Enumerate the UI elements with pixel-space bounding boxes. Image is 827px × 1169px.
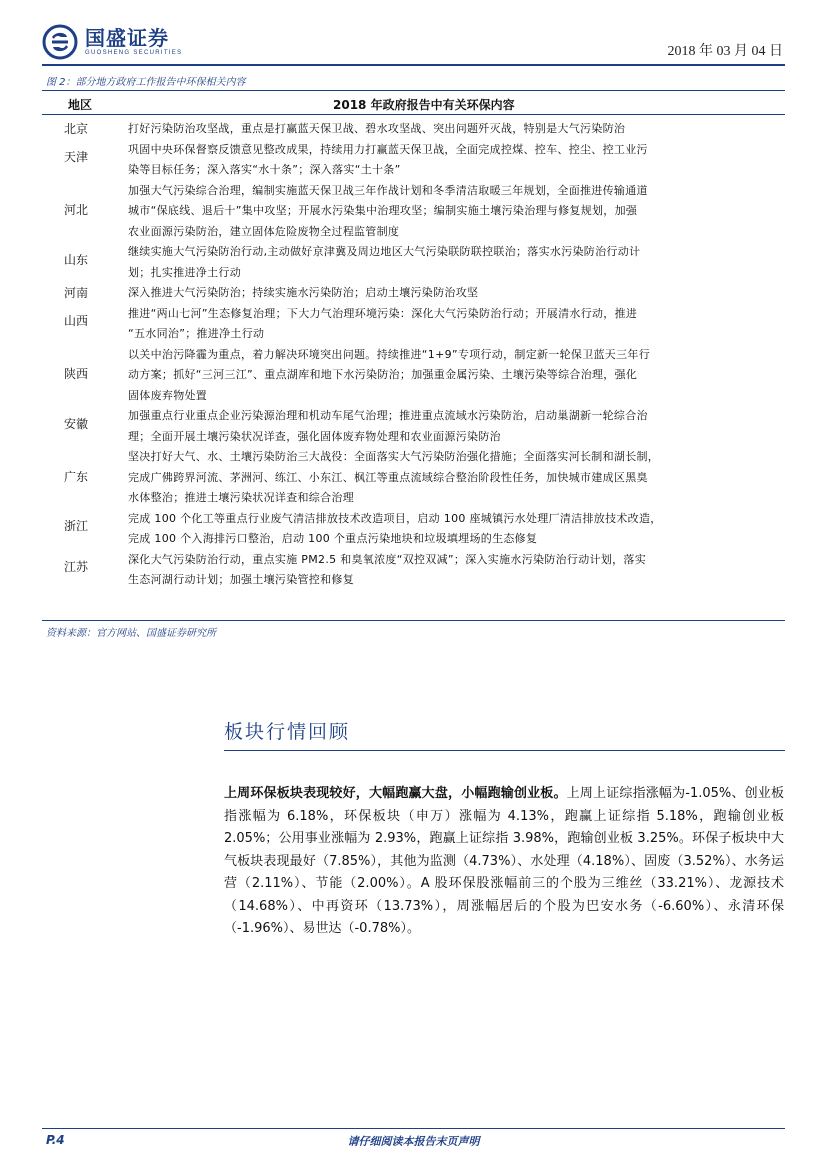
content-line: 加强重点行业重点企业污染源治理和机动车尾气治理；推进重点流域水污染防治，启动巢湖新一轮综合治 xyxy=(128,409,648,422)
row-content xyxy=(128,447,780,509)
row-content xyxy=(128,140,780,181)
table-header-region: 地区 xyxy=(68,98,93,112)
content-line: 生态河湖行动计划；加强土壤污染管控和修复 xyxy=(128,573,354,586)
content-line: 完成 100 个入海排污口整治，启动 100 个重点污染地块和垃圾填埋场的生态修复 xyxy=(128,532,538,545)
table-row xyxy=(42,304,785,345)
row-region: 江苏 xyxy=(64,560,89,574)
row-region: 山东 xyxy=(64,252,89,267)
content-line: 水体整治；推进土壤污染状况详查和综合治理 xyxy=(128,491,354,504)
content-line: 农业面源污染防治，建立固体危险废物全过程监管制度 xyxy=(128,224,400,238)
row-region: 陕西 xyxy=(64,367,89,382)
table-row xyxy=(42,345,785,407)
paragraph-body: 上周上证综指涨幅为-1.05%、创业板指涨幅为 6.18%，环保板块（申万）涨幅为 4.13%，跑赢上证综指 5.18%，跑输创业板 2.05%；公用事业涨幅为 2.93%，跑赢上证综指 3.98%，跑输创业板 3.25%。环保子板块中大气板块表现最好（7.85%），其他为监测（4.73%）、水处理（4.18%）、固废（3.52%）、水务运营（2.11%）、节能（2.00%）。A 股环保股涨幅前三的个股为三维丝（33.21%）、龙源技术（14.68%）、中再资环（13.73%），周涨幅居后的个股为巴安水务（-6.60%）、永清环保（-1.96%）、易世达（-0.78%）。 xyxy=(224,786,784,936)
page-number: P.4 xyxy=(46,1133,65,1147)
content-line: 固体废弃物处置 xyxy=(128,388,208,402)
figure-caption: 图 2：部分地方政府工作报告中环保相关内容 xyxy=(46,77,246,88)
row-content xyxy=(128,181,780,243)
content-line: 继续实施大气污染防治行动,主动做好京津冀及周边地区大气污染联防联控联治；落实水污染防治行动计 xyxy=(128,245,641,258)
logo-chinese-text: 国盛证券 xyxy=(85,26,169,50)
table-row xyxy=(42,509,785,550)
content-line: 以关中治污降霾为重点，着力解决环境突出问题。持续推进“1+9”专项行动，制定新一轮保卫蓝天三年行 xyxy=(128,347,651,361)
row-region: 天津 xyxy=(64,150,89,164)
figure-source: 资料来源：官方网站、国盛证券研究所 xyxy=(46,628,216,639)
row-content xyxy=(128,119,780,140)
report-date: 2018 年 03 月 04 日 xyxy=(667,44,783,59)
content-line: 完成 100 个化工等重点行业废气清洁排放技术改造项目，启动 100 座城镇污水处理厂清洁排放技术改造， xyxy=(128,511,662,525)
row-content xyxy=(128,406,780,447)
row-region: 广东 xyxy=(64,469,89,484)
row-content xyxy=(128,242,780,283)
content-line: 染等目标任务；深入落实“水十条”；深入落实“土十条” xyxy=(128,163,401,176)
row-region: 山西 xyxy=(64,314,89,328)
content-line: 打好污染防治攻坚战，重点是打赢蓝天保卫战、碧水攻坚战、突出问题歼灭战，特别是大气污染防治 xyxy=(128,122,626,135)
section-title: 板块行情回顾 xyxy=(224,721,351,743)
footer-divider xyxy=(42,1128,785,1129)
section-divider xyxy=(224,750,785,751)
company-logo xyxy=(42,22,182,62)
row-region: 浙江 xyxy=(64,519,89,533)
row-region: 北京 xyxy=(64,122,89,136)
row-region: 河南 xyxy=(64,286,89,300)
table-row xyxy=(42,406,785,447)
table-top-rule xyxy=(42,90,785,91)
content-line: 动方案；抓好“三河三江”、重点湖库和地下水污染防治；加强重金属污染、土壤污染等综合治理，强化 xyxy=(128,368,638,381)
table-row xyxy=(42,447,785,509)
content-line: 城市“保底线、退后十”集中攻坚；开展水污染集中治理攻坚；编制实施土壤污染治理与修复规划，加强 xyxy=(128,204,638,217)
table-header-content: 2018 年政府报告中有关环保内容 xyxy=(333,98,515,112)
row-content xyxy=(128,304,780,345)
logo-english-text: GUOSHENG SECURITIES xyxy=(85,50,183,56)
row-content xyxy=(128,509,780,550)
table-row xyxy=(42,140,785,181)
content-line: 理；全面开展土壤污染状况详查，强化固体废弃物处理和农业面源污染防治 xyxy=(128,429,501,443)
content-line: 加强大气污染综合治理，编制实施蓝天保卫战三年作战计划和冬季清洁取暖三年规划，全面推进传输通道 xyxy=(128,183,648,197)
table-row xyxy=(42,119,785,140)
table-row xyxy=(42,181,785,243)
paragraph-lead: 上周环保板块表现较好，大幅跑赢大盘，小幅跑输创业板。 xyxy=(224,786,567,801)
table-row xyxy=(42,283,785,304)
content-line: 坚决打好大气、水、土壤污染防治三大战役：全面落实大气污染防治强化措施；全面落实河长制和湖长制， xyxy=(128,450,660,463)
row-region: 安徽 xyxy=(64,416,89,431)
content-line: 划；扎实推进净土行动 xyxy=(128,265,241,279)
row-content xyxy=(128,283,780,304)
section-paragraph xyxy=(224,783,784,941)
footer-disclaimer: 请仔细阅读本报告末页声明 xyxy=(347,1135,480,1148)
content-line: 完成广佛跨界河流、茅洲河、练江、小东江、枫江等重点流域综合整治阶段性任务，加快城市建成区黑臭 xyxy=(128,470,648,484)
table-header-rule xyxy=(42,114,785,115)
row-content xyxy=(128,345,780,407)
content-line: 深化大气污染防治行动，重点实施 PM2.5 和臭氧浓度“双控双减”；深入实施水污染防治行动计划，落实 xyxy=(128,552,647,566)
header-divider xyxy=(42,64,785,66)
guosheng-logo-icon xyxy=(42,24,78,60)
row-region: 河北 xyxy=(64,203,89,218)
table-row xyxy=(42,550,785,591)
content-line: 巩固中央环保督察反馈意见整改成果，持续用力打赢蓝天保卫战，全面完成控煤、控车、控尘、控工业污 xyxy=(128,142,648,156)
table-bottom-rule xyxy=(42,620,785,621)
row-content xyxy=(128,550,780,591)
content-line: 推进“两山七河”生态修复治理；下大力气治理环境污染：深化大气污染防治行动；开展清水行动，推进 xyxy=(128,306,638,320)
table-row xyxy=(42,242,785,283)
content-line: 深入推进大气污染防治；持续实施水污染防治；启动土壤污染防治攻坚 xyxy=(128,286,479,299)
content-line: “五水同治”；推进净土行动 xyxy=(128,327,265,340)
